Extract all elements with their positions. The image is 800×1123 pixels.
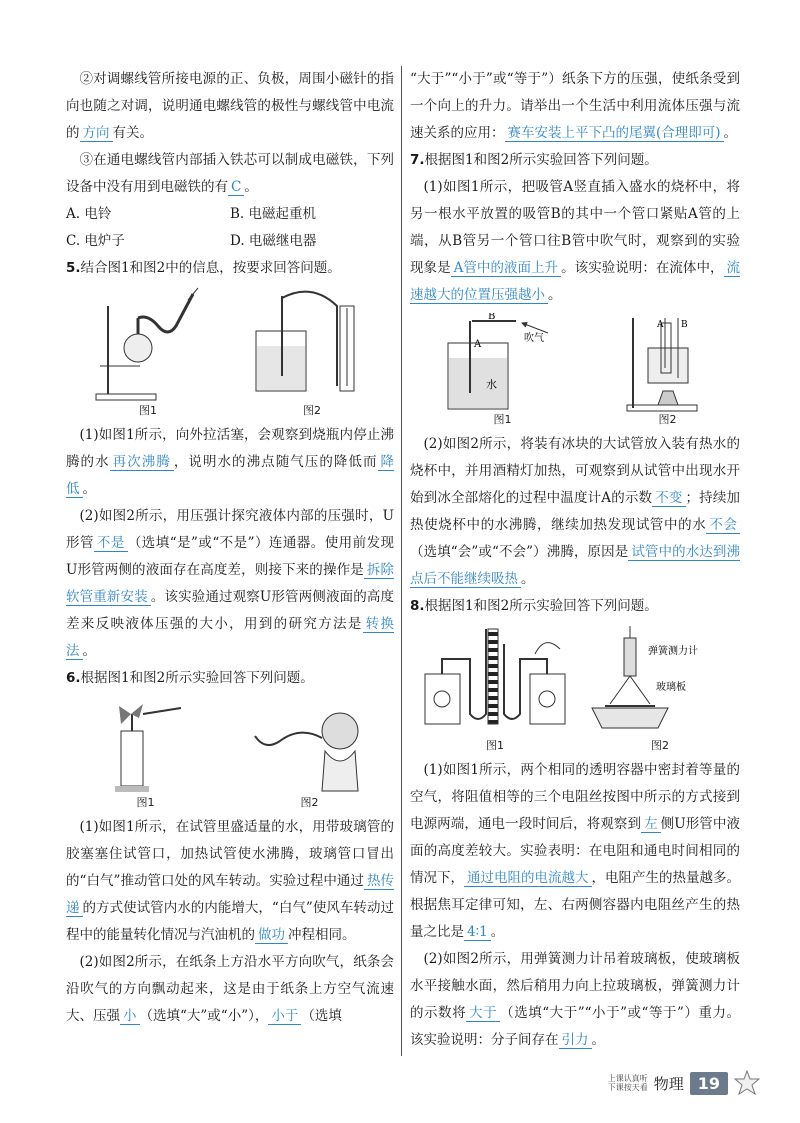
q5-figure-2 [252, 286, 372, 418]
q7-part2: (2)如图2所示，将装有冰块的大试管放入装有热水的烧杯中，并用酒精灯加热，可观察到从试管中出现水开始到冰全部熔化的过程中温度计A的示数 不变 ；持续加热使烧杯中的水沸腾，继续加热发现试管中的水 不会（选填“会”或“不会”）沸腾，原因是 试管中的水达到沸点后不能继续吸热 。 [410, 436, 741, 587]
q6-part1: (1)如图1所示，在试管里盛适量的水，用带玻璃管的胶塞塞住试管口，加热试管使水沸腾，玻璃管口冒出的“白气”推动管口处的风车转动。实验过程中通过 热传递 的方式使试管内水的内能增大，“白气”使风车转动过程中的能量转化情况与汽油机的 做功 冲程相同。 [66, 819, 394, 943]
answer-blank: A管中的液面上升 [451, 260, 562, 277]
answer-blank: 试管中的水达到沸点后不能继续吸热 [410, 544, 740, 587]
label-blow: 吹气 [523, 333, 544, 344]
straw-beaker-diagram [438, 313, 568, 413]
answer-blank: 转换法 [66, 616, 395, 659]
answer-blank: 不变 [652, 490, 685, 507]
figure-caption: 图1 [493, 413, 512, 426]
answer-blank: 方向 [80, 125, 113, 142]
star-mascot-icon [734, 1070, 760, 1096]
q6-figures [66, 696, 394, 810]
answer-blank: 左 [641, 816, 661, 833]
q8-figures [410, 624, 740, 753]
q4-part3: ③在通电螺线管内部插入铁芯可以制成电磁铁，下列设备中没有用到电磁铁的有 C 。 [66, 152, 394, 195]
q8-part1: (1)如图1所示，两个相同的透明容器中密封着等量的空气，将阻值相等的三个电阻丝按图中所示的方式接到电源两端，通电一段时间后，将观察到 左 侧U形管中液面的高度差较大。实验表明：在电阻和通电时间相同的情况下， 通过电阻的电流越大 ，电阻产生的热量越多。根据焦耳定律可知，左、右两侧容器内电阻丝产生的热量之比是 4∶1 。 [410, 762, 740, 940]
answer-blank: 热传递 [66, 873, 394, 916]
figure-caption: 图2 [300, 796, 319, 809]
q5-figures [66, 286, 394, 418]
label-a: A [656, 320, 663, 330]
q4-options [66, 201, 394, 255]
label-water: 水 [485, 378, 497, 391]
q6-part2: (2)如图2所示，在纸条上方沿水平方向吹气，纸条会沿吹气的方向飘动起来，这是由于纸条上方空气流速大、压强 小 （选填“大”或“小”）， 小于 （选填 [66, 954, 394, 1024]
joule-heat-diagram [420, 624, 570, 739]
answer-blank: 大于 [466, 1005, 500, 1022]
q7-part1: (1)如图1所示，把吸管A竖直插入盛水的烧杯中，将另一根水平放置的吸管B的其中一个管口紧贴A管的上端，从B管另一个管口往B管中吹气时，观察到的实验现象是 A管中的液面上升 。该实验说明：在流体中， 流速越大的位置压强越小 。 [410, 179, 741, 303]
q7-figures [410, 313, 740, 427]
paper-strip-blow-diagram [250, 696, 370, 796]
answer-blank: 不是 [94, 535, 128, 552]
glass-plate-spring-diagram [590, 624, 730, 739]
q7-figure-2 [623, 313, 713, 427]
option-d: D. 电磁继电器 [230, 233, 317, 249]
page-number: 19 [690, 1072, 728, 1095]
answer-blank: C [228, 179, 244, 196]
footer-slogan: 上课认真听 下课按天看 [607, 1074, 648, 1092]
label-glass-plate: 玻璃板 [656, 682, 686, 693]
answer-blank: 做功 [255, 927, 288, 944]
answer-blank: 流速越大的位置压强越小 [410, 260, 741, 303]
option-b: B. 电磁起重机 [230, 206, 317, 222]
figure-caption: 图1 [486, 739, 504, 752]
q7-figure-1 [438, 313, 568, 427]
page-footer [608, 1070, 760, 1096]
q6-figure-1 [91, 696, 201, 810]
q7-title: 7.根据图1和图2所示实验回答下列问题。 [410, 152, 658, 168]
answer-blank: 4∶1 [464, 924, 491, 941]
answer-blank: 引力 [559, 1032, 592, 1049]
column-divider [401, 66, 402, 1056]
option-c: C. 电炉子 [66, 233, 125, 249]
q6-figure-2 [250, 696, 370, 810]
q5-figure-1 [88, 286, 208, 418]
q8-part2: (2)如图2所示，用弹簧测力计吊着玻璃板，使玻璃板水平接触水面，然后稍用力向上拉玻璃板，弹簧测力计的示数将 大于 （选填“大于”“小于”或“等于”）重力。该实验说明：分子间存在 引力 。 [410, 951, 741, 1048]
pinwheel-tube-diagram [91, 696, 201, 796]
option-a: A. 电铃 [66, 206, 112, 222]
q5-title: 5.结合图1和图2中的信息，按要求回答问题。 [66, 260, 341, 276]
q5-part1: (1)如图1所示，向外拉活塞，会观察到烧瓶内停止沸腾的水 再次沸腾 ，说明水的沸点随气压的降低而 降低 。 [66, 427, 395, 497]
q4-part2: ②对调螺线管所接电源的正、负极，周围小磁针的指向也随之对调，说明通电螺线管的极性与螺线管中电流的 方向 有关。 [66, 71, 394, 141]
label-b: B [487, 313, 495, 322]
ice-melting-diagram [623, 313, 713, 413]
answer-blank: 不会 [706, 517, 740, 534]
q6-title: 6.根据图1和图2所示实验回答下列问题。 [66, 670, 314, 686]
answer-blank: 小于 [268, 1008, 301, 1025]
figure-caption: 图1 [136, 796, 155, 809]
answer-blank: 小 [120, 1008, 140, 1025]
figure-caption: 图2 [658, 413, 677, 426]
answer-blank: 通过电阻的电流越大 [464, 870, 592, 887]
pressure-gauge-diagram [252, 286, 372, 404]
answer-blank: 再次沸腾 [110, 454, 174, 471]
figure-caption: 图1 [139, 404, 157, 417]
label-b: B [680, 320, 688, 330]
q8-figure-2 [590, 624, 730, 753]
flask-pump-diagram [88, 286, 208, 404]
figure-caption: 图2 [303, 404, 321, 417]
subject-label: 物理 [653, 1074, 684, 1093]
answer-blank: 拆除软管重新安装 [66, 562, 394, 605]
q8-figure-1 [420, 624, 570, 753]
answer-blank: 降低 [66, 454, 395, 497]
q8-title: 8.根据图1和图2所示实验回答下列问题。 [410, 598, 658, 614]
answer-blank: 赛车安装上平下凸的尾翼(合理即可) [505, 125, 724, 142]
label-a: A [473, 339, 481, 350]
label-spring-scale: 弹簧测力计 [648, 646, 698, 657]
q6-part2-cont: “大于”“小于”或“等于”）纸条下方的压强，使纸条受到一个向上的升力。请举出一个生活中利用流体压强与流速关系的应用： 赛车安装上平下凸的尾翼(合理即可) 。 [410, 71, 740, 141]
figure-caption: 图2 [651, 739, 669, 752]
q5-part2: (2)如图2所示，用压强计探究液体内部的压强时，U形管 不是 （选填“是”或“不是”）连通器。使用前发现U形管两侧的液面存在高度差，则接下来的操作是 拆除软管重新安装 。该实验通过观察U形管两侧液面的高度差来反映液体压强的大小，用到的研究方法是 转换法 。 [66, 508, 395, 659]
left-column [66, 66, 394, 1030]
right-column [410, 66, 740, 1054]
